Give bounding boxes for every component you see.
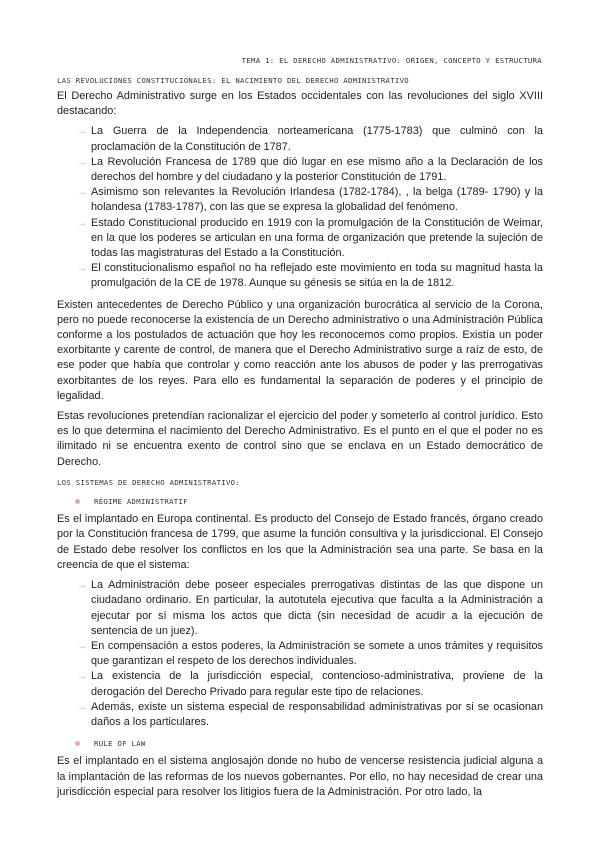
intro-paragraph: El Derecho Administrativo surge en los Estados occidentales con las revoluciones del siglo XVIII destacando: (57, 90, 543, 118)
section-heading-sistemas: LOS SISTEMAS DE DERECHO ADMINISTRATIVO: (57, 477, 241, 487)
list-item: → Además, existe un sistema especial de responsabilidad administrativas por si se ocasionan daños a los particulares. (77, 700, 543, 728)
list-item: → En compensación a estos poderes, la Administración se somete a unos trámites y requisitos que garantizan el respeto de los derechos individuales. (77, 639, 543, 668)
bullet-icon (75, 741, 80, 746)
revolutions-list (57, 124, 543, 291)
arrow-icon: → (77, 156, 87, 168)
bullet-icon (75, 499, 80, 504)
arrow-icon: → (77, 126, 87, 138)
list-item: → La existencia de la jurisdicción especial, contencioso-administrativa, proviene de la derogación del Derecho Privado para regular este tipo de relaciones. (77, 670, 543, 698)
list-item: → La Guerra de la Independencia norteamericana (1775-1783) que culminó con la proclamación de la Constitución de 1787. (77, 125, 543, 153)
regime-list (57, 578, 543, 730)
paragraph-antecedentes: Existen antecedentes de Derecho Público y una organización burocrática al servicio de la Corona, pero no puede reconocerse la existencia de un Derecho administrativo o una Administración Pública conforme a los postulados de actuación que hoy les reconocemos como propios. Existía un poder exorbitante y carente de control, de manera que el Derecho Administrativo surge a raíz de esto, de ese poder que había que controlar y como reacción ante los abusos de poder y las prerrogativas exorbitantes de los reyes. Para ello es fundamental la separación de poderes y el principio de legalidad. (57, 298, 543, 402)
paragraph-rule-of-law: Es el implantado en el sistema anglosajón donde no hubo de vencerse resistencia judicial alguna a la implantación de las reformas de los nuevos gobernantes. Por ello, no hay necesidad de crear una jurisdicción especial para resolver los litigios fuera de la Administración. Por otro lado, la (57, 755, 543, 798)
section-heading-revoluciones: LAS REVOLUCIONES CONSTITUCIONALES: EL NACIMIENTO DEL DERECHO ADMINISTRATIVO (57, 76, 409, 85)
arrow-icon: → (77, 640, 87, 652)
subheading-rule-of-law: RULE OF LAW (75, 736, 543, 751)
list-item: → Asimismo son relevantes la Revolución Irlandesa (1782-1784), , la belga (1789- 1790) y la holandesa (1783-1787), con las que se expresa la globalidad del fenómeno. (77, 186, 543, 214)
arrow-icon: → (77, 217, 87, 229)
list-item: → La Revolución Francesa de 1789 que dió lugar en ese mismo año a la Declaración de los derechos del hombre y del ciudadano y la posterior Constitución de 1791. (77, 155, 543, 184)
document-body (57, 89, 543, 805)
list-item: → El constitucionalismo español no ha reflejado este movimiento en toda su magnitud hasta la promulgación de la CE de 1978. Aunque su génesis se sitúa en la de 1812. (77, 262, 543, 290)
list-item: → Estado Constitucional producido en 1919 con la promulgación de la Constitución de Weimar, en la que los poderes se articulan en una forma de organización que pretende la sujeción de todas las magistraturas del Estado a la Constitución. (77, 216, 543, 260)
list-item: → La Administración debe poseer especiales prerrogativas distintas de las que dispone un ciudadano ordinario. En particular, la autotutela ejecutiva que faculta a la Administración a ejecutar por sí misma los actos que dicta (sin necesidad de acudir a la ejecución de sentencia de un juez). (77, 579, 543, 637)
arrow-icon: → (77, 187, 87, 199)
page-header: TEMA 1: EL DERECHO ADMINISTRATIVO: ORIGEN, CONCEPTO Y ESTRUCTURA (241, 56, 542, 65)
arrow-icon: → (77, 263, 87, 275)
paragraph-regime: Es el implantado en Europa continental. Es producto del Consejo de Estado francés, órgano creado por la Constitución francesa de 1799, que asume la función consultiva y la jurisdiccional. El Consejo de Estado debe resolver los conflictos en los que la Administración sea una parte. Se basa en la creencia de que el sistema: (57, 513, 543, 571)
arrow-icon: → (77, 701, 87, 713)
subheading-regime: RÉGIME ADMINISTRATIF (75, 494, 543, 509)
arrow-icon: → (77, 580, 87, 592)
arrow-icon: → (77, 671, 87, 683)
paragraph-revoluciones: Estas revoluciones pretendían racionalizar el ejercicio del poder y someterlo al control jurídico. Esto es lo que determina el nacimiento del Derecho Administrativo. Es el punto en el que el poder no es ilimitado ni se encuentra exento de control sino que se enclava en un Estado democrático de Derecho. (57, 410, 543, 468)
